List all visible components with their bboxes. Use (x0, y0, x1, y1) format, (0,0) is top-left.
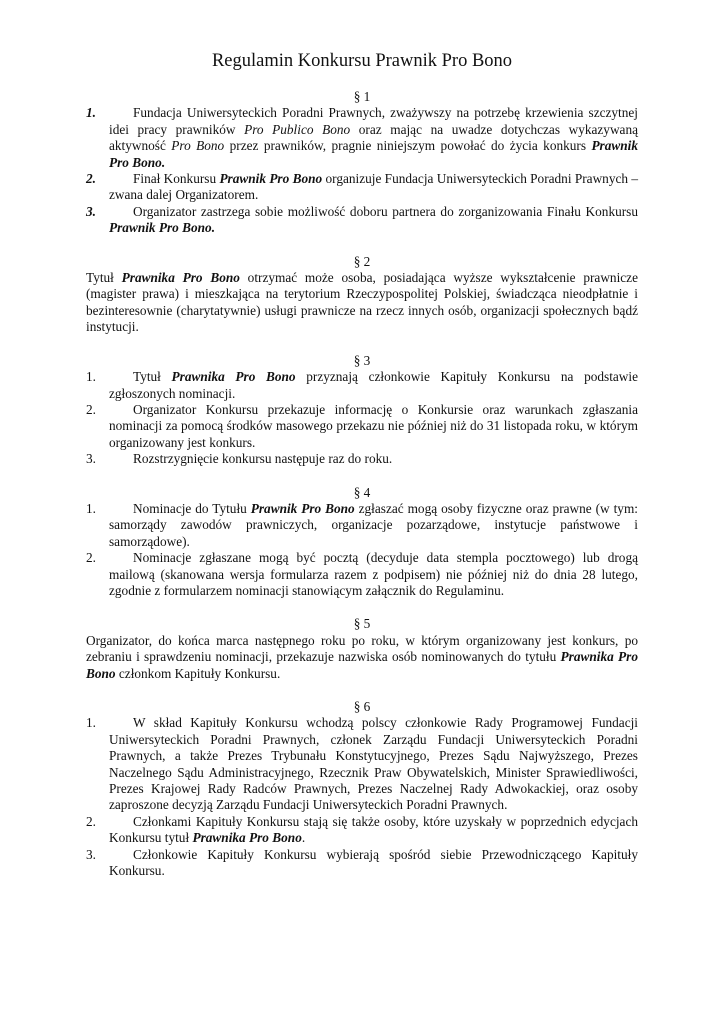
section-4-list (86, 501, 638, 599)
item-number: 1. (86, 715, 96, 731)
item-bold: Prawnik Pro Bono. (109, 138, 638, 170)
section-2-mark: § 2 (353, 253, 371, 269)
item-text: Rozstrzygnięcie konkursu następuje raz do roku. (133, 451, 393, 467)
item-text: Organizator zastrzega sobie możliwość doboru partnera do zorganizowania Finału Konkursu (133, 203, 638, 219)
item-text: W skład Kapituły Konkursu wchodzą polscy członkowie Rady Programowej Fundacji Uniwersyteckich Poradni Prawnych, członek Zarządu Fundacji Uniwersyteckich Poradni Prawnych, a także Prezes Trybunału Konstytucyjnego, Prezes Sądu Najwyższego, Prezes Naczelnego Sądu Administracyjnego, Rzecznik Praw Obywatelskich, Minister Sprawiedliwości, Prezes Krajowej Rady Radców Prawnych, Prezes Naczelnej Rady Adwokackiej, oraz osoby zaproszone decyzją Zarządu Fundacji Uniwersyteckich Poradni Prawnych. (109, 715, 638, 813)
item-text: Fundacja Uniwersyteckich Poradni Prawnych, zważywszy na potrzebę krzewienia szczytnej idei pracy prawników (109, 105, 638, 137)
para-text: Organizator, do końca marca następnego roku po roku, w którym organizowany jest konkurs, po zebraniu i sprawdzeniu nominacji, przekazuje nazwiska osób nominowanych do tytułu (86, 632, 638, 665)
item-text: Tytuł (133, 369, 172, 385)
list-item (86, 550, 638, 599)
section-6-list (86, 715, 638, 879)
list-item (86, 814, 638, 847)
item-text: Członkami Kapituły Konkursu stają się także osoby, które uzyskały w poprzednich edycjach Konkursu tytuł (109, 813, 638, 846)
section-6-mark: § 6 (353, 699, 371, 714)
item-text: Finał Konkursu (133, 171, 220, 187)
item-text: . (301, 830, 306, 846)
item-number: 2. (86, 171, 96, 187)
section-4 (86, 485, 638, 600)
list-item (86, 501, 638, 550)
section-5-paragraph (86, 633, 638, 682)
item-text: Organizator Konkursu przekazuje informację o Konkursie oraz warunkach zgłaszania nominacji za pomocą środków masowego przekazu nie później niż do 31 listopada roku, w którym organizowany jest konkurs. (109, 401, 638, 450)
section-3-list (86, 369, 638, 467)
list-item (86, 204, 638, 237)
item-italic: Pro Publico Bono (244, 121, 351, 137)
item-number: 2. (86, 401, 96, 417)
list-item (86, 847, 638, 880)
item-bold: Prawnik Pro Bono (219, 171, 323, 187)
para-text: Tytuł (86, 270, 122, 286)
section-5 (86, 616, 638, 682)
item-number: 2. (86, 550, 96, 566)
para-bold: Prawnika Pro Bono (121, 270, 240, 286)
section-1 (86, 89, 638, 237)
item-number: 1. (86, 500, 96, 516)
section-1-mark: § 1 (353, 89, 371, 104)
section-6 (86, 699, 638, 879)
item-bold: Prawnik Pro Bono (250, 500, 355, 516)
item-bold: Prawnika Pro Bono (171, 369, 296, 385)
section-3 (86, 353, 638, 468)
list-item (86, 402, 638, 451)
item-number: 1. (86, 369, 96, 385)
para-text: członkom Kapituły Konkursu. (115, 665, 281, 681)
item-number: 1. (86, 105, 96, 121)
item-number: 3. (86, 451, 96, 467)
item-text: Nominacje do Tytułu (133, 500, 251, 516)
item-number: 3. (86, 203, 96, 219)
para-bold: Prawnika Pro Bono (86, 649, 638, 681)
list-item (86, 171, 638, 204)
para-text: otrzymać może osoba, posiadająca wyższe wykształcenie prawnicze (magister prawa) i mieszkająca na terytorium Rzeczypospolitej Polskiej, świadcząca nieodpłatnie i bezinteresownie (charytatywnie) usługi prawnicze na rzecz innych osób, organizacji społecznych bądź instytucji. (86, 270, 638, 335)
item-text: organizuje Fundacja Uniwersyteckich Poradni Prawnych – zwana dalej Organizatorem. (109, 171, 638, 203)
section-5-mark: § 5 (353, 616, 371, 632)
item-number: 2. (86, 813, 96, 829)
section-4-mark: § 4 (353, 484, 371, 500)
item-text: Członkowie Kapituły Konkursu wybierają spośród siebie Przewodniczącego Kapituły Konkursu. (109, 846, 638, 879)
item-bold: Prawnika Pro Bono (192, 830, 302, 846)
item-bold: Prawnik Pro Bono. (109, 220, 216, 236)
item-text: przyznają członkowie Kapituły Konkursu na podstawie zgłoszonych nominacji. (109, 369, 638, 401)
item-text: Nominacje zgłaszane mogą być pocztą (decyduje data stempla pocztowego) lub drogą mailową (skanowana wersja formularza razem z podpisem) nie później niż do dnia 28 lutego, zgodnie z formularzem nominacji stanowiącym załącznik do Regulaminu. (109, 550, 638, 598)
item-text: oraz mając na uwadze dotychczas wykazywaną aktywność (109, 121, 639, 154)
list-item (86, 715, 638, 813)
section-1-list (86, 105, 638, 236)
list-item (86, 451, 638, 467)
document-title: Regulamin Konkursu Prawnik Pro Bono (211, 51, 513, 71)
item-text: zgłaszać mogą osoby fizyczne oraz prawne (w tym: samorządy zawodów prawniczych, organizacje pozarządowe, instytucje państwowe i samorządowe). (109, 500, 638, 549)
section-3-mark: § 3 (353, 352, 371, 368)
item-italic: Pro Bono (171, 138, 225, 154)
list-item (86, 369, 638, 402)
item-number: 3. (86, 846, 96, 862)
list-item (86, 105, 638, 171)
section-2 (86, 254, 638, 336)
section-2-paragraph (86, 270, 638, 336)
item-text: przez prawników, pragnie niniejszym powołać do życia konkurs (224, 138, 592, 154)
